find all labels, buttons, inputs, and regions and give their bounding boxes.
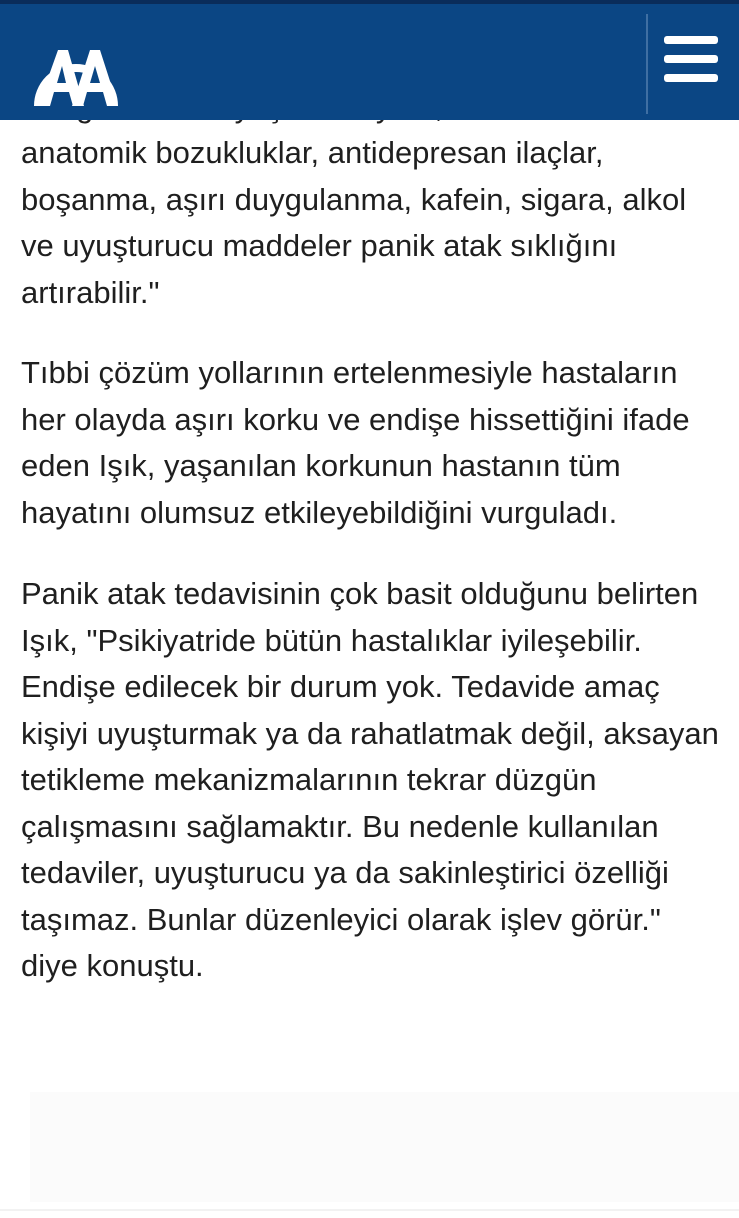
menu-bar xyxy=(664,74,718,82)
header-divider xyxy=(646,14,648,114)
bottom-divider xyxy=(0,1209,739,1211)
aa-logo-icon xyxy=(28,26,124,110)
menu-bar xyxy=(664,36,718,44)
article-paragraph: Panik atak tedavisinin çok basit olduğunu belirten Işık, "Psikiyatride bütün hastalıklar iyileşebilir. Endişe edilecek bir durum yok. Tedavide amaç kişiyi uyuşturmak ya da rahatlatmak değil, aksayan tetikleme mekanizmalarının tekrar düzgün çalışmasını sağlamaktır. Bu nedenle kullanılan tedaviler, uyuşturucu ya da sakinleştirici özelliği taşımaz. Bunlar düzenleyici olarak işlev görür." diye konuştu. xyxy=(21,576,719,983)
menu-bar xyxy=(664,55,718,63)
hamburger-menu-icon[interactable] xyxy=(664,34,720,86)
article-paragraph: anatomik bozukluklar, antidepresan ilaçlar, boşanma, aşırı duygulanma, kafein, sigara, alkol ve uyuşturucu maddeler panik atak sıklığını artırabilir." xyxy=(21,135,687,310)
ad-placeholder xyxy=(30,1092,739,1202)
site-header xyxy=(0,4,739,120)
aa-logo-link[interactable] xyxy=(28,26,124,110)
article-paragraph: Tıbbi çözüm yollarının ertelenmesiyle hastaların her olayda aşırı korku ve endişe hissettiğini ifade eden Işık, yaşanılan korkunun hastanın tüm hayatını olumsuz etkileyebildiğini vurguladı. xyxy=(21,355,690,530)
